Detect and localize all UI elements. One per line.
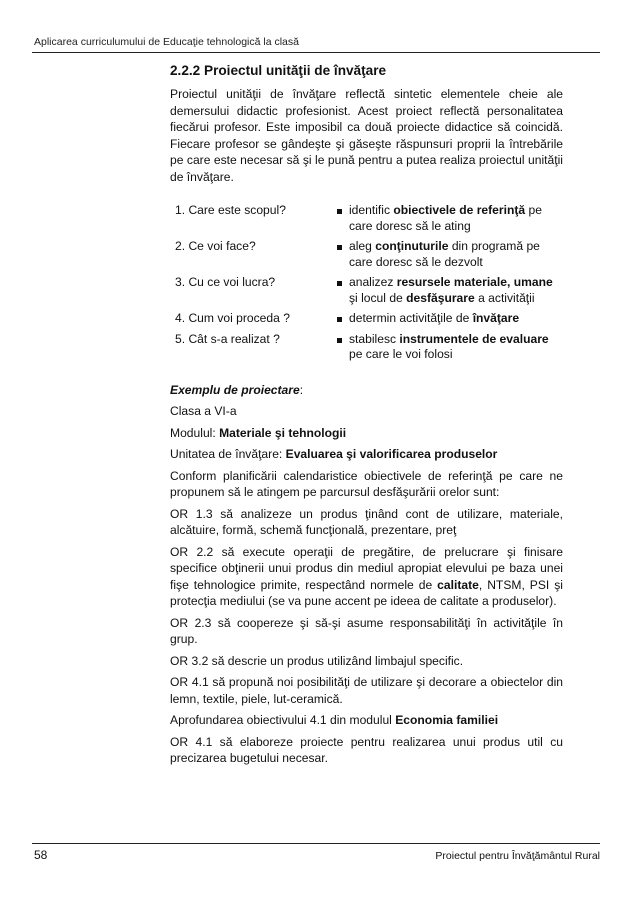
example-intro: Conform planificării calendaristice obiectivele de referinţă pe care ne propunem să le atingem pe parcursul desfăşurării orelor sunt: <box>170 468 563 499</box>
page-number: 58 <box>34 848 48 862</box>
footer-title: Proiectul pentru Învăţământul Rural <box>435 850 600 862</box>
answer-text: aleg conţinuturile din programă pe care doresc să le dezvolt <box>349 239 540 269</box>
question-text: 4. Cum voi proceda ? <box>175 311 290 325</box>
question-text: 3. Cu ce voi lucra? <box>175 275 276 289</box>
footer-rule <box>32 843 600 844</box>
answer-text: determin activităţile de învăţare <box>349 311 520 325</box>
answer-text: stabilesc instrumentele de evaluare pe care le voi folosi <box>349 331 549 361</box>
example-heading: Exemplu de proiectare: <box>170 382 304 397</box>
square-bullet-icon <box>337 209 342 214</box>
objective-or32: OR 3.2 să descrie un produs utilizând limbajul specific. <box>170 653 464 668</box>
square-bullet-icon <box>337 245 342 250</box>
question-text: 5. Cât s-a realizat ? <box>175 331 280 346</box>
objective-or41: OR 4.1 să propună noi posibilităţi de utilizare şi decorare a obiectelor din lemn, textile, piele, lut-ceramică. <box>170 675 563 706</box>
header-rule <box>32 52 600 53</box>
table-row <box>170 203 563 239</box>
question-text: 1. Care este scopul? <box>175 203 286 217</box>
square-bullet-icon <box>337 338 342 343</box>
example-module: Modulul: Materiale şi tehnologii <box>170 425 347 440</box>
section-title: 2.2.2 Proiectul unităţii de învăţare <box>170 63 387 78</box>
example-section <box>170 382 563 767</box>
deepening-note: Aprofundarea obiectivului 4.1 din modulul Economia familiei <box>170 713 499 727</box>
example-class: Clasa a VI-a <box>170 404 237 418</box>
example-unit: Unitatea de învăţare: Evaluarea şi valorificarea produselor <box>170 447 498 461</box>
objective-or23: OR 2.3 să coopereze şi să-şi asume responsabilităţi în activităţile în grup. <box>170 615 563 646</box>
table-row <box>170 239 563 275</box>
objective-or13: OR 1.3 să analizeze un produs ţinând cont de utilizare, materiale, alcătuire, formă, schemă funcţională, prezentare, preţ <box>170 506 563 537</box>
section-intro: Proiectul unităţii de învăţare reflectă sintetic elementele cheie ale demersului didactic profesionist. Acest proiect reflectă personalitatea fiecărui profesor. Este imposibil ca două proiecte didactice să coincidă. Fiecare profesor se gândeşte şi găseşte răspunsuri proprii la întrebările pe care este necesar să şi le pună pentru a putea realiza proiectul unităţii de învăţare. <box>170 87 563 184</box>
answer-text: analizez resursele materiale, umane şi locul de desfăşurare a activităţii <box>349 275 553 305</box>
objective-or22: OR 2.2 să execute operaţii de pregătire, de prelucrare şi finisare specifice obţinerii unui produs din mediul apropiat elevului pe baza unei fişe tehnologice primite, respectând normele de calitate, NTSM, PSI şi protecţia mediului (se va pune accent pe ideea de calitate a produselor). <box>170 544 563 608</box>
square-bullet-icon <box>337 281 342 286</box>
table-row <box>170 311 563 332</box>
square-bullet-icon <box>337 317 342 322</box>
answer-text: identific obiectivele de referinţă pe care doresc să le ating <box>349 203 542 233</box>
running-header: Aplicarea curriculumului de Educaţie tehnologică la clasă <box>34 36 299 48</box>
table-row <box>170 275 563 311</box>
objective-or41-family: OR 4.1 să elaboreze proiecte pentru realizarea unui produs util cu precizarea bugetului necesar. <box>170 734 563 765</box>
question-text: 2. Ce voi face? <box>175 239 256 253</box>
questions-table <box>170 203 563 368</box>
main-content <box>170 62 563 772</box>
table-row <box>170 332 563 368</box>
